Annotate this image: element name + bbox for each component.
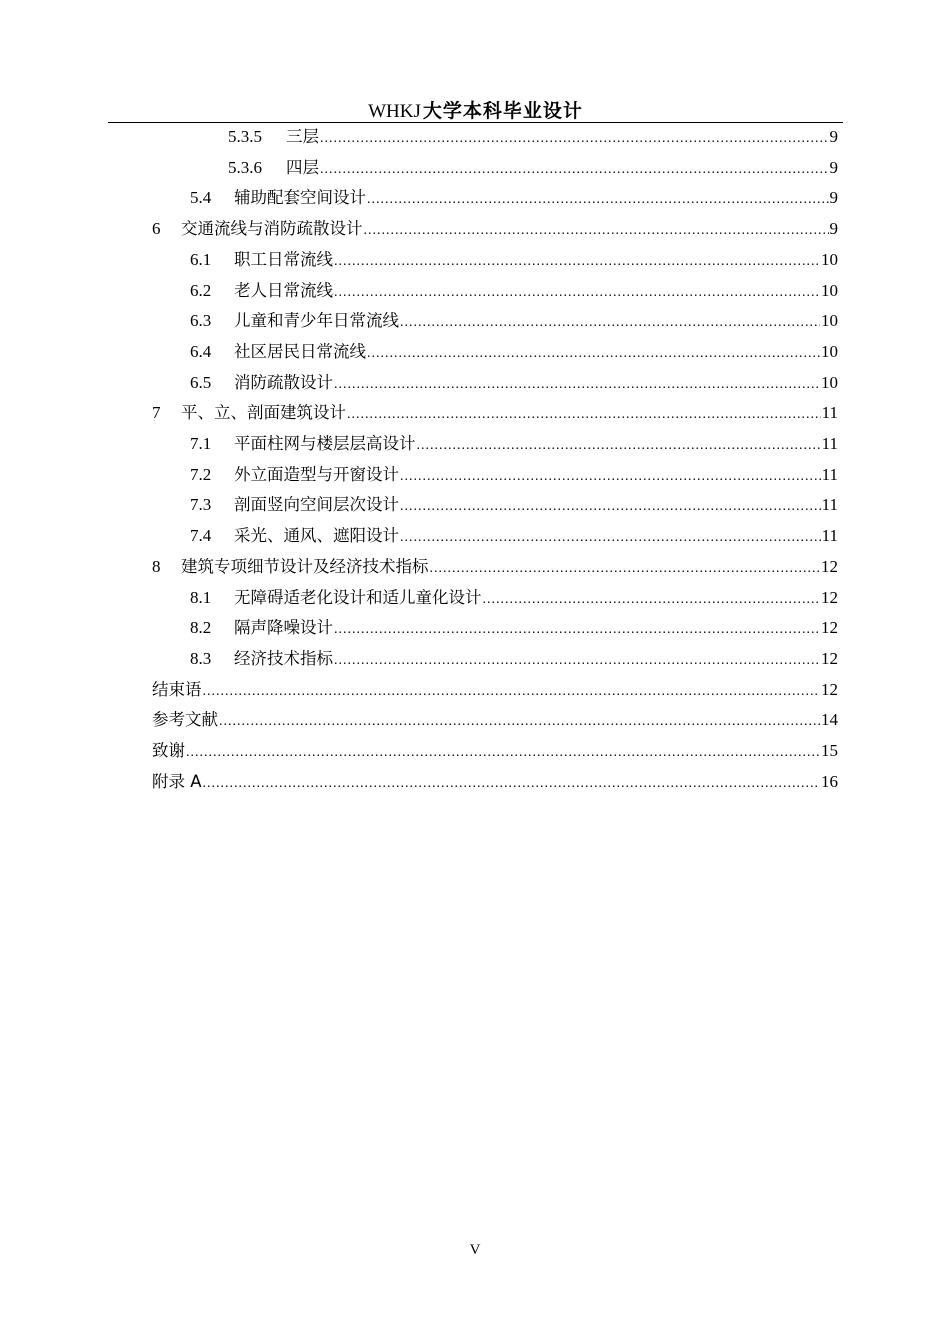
toc-entry[interactable] <box>228 124 838 148</box>
toc-entry-title: 外立面造型与开窗设计 <box>234 464 399 484</box>
toc-entry-number: 6.2 <box>190 280 212 300</box>
toc-entry-title: 四层 <box>286 157 319 177</box>
toc-entry[interactable] <box>190 339 838 363</box>
toc-entry-number: 5.4 <box>190 188 212 208</box>
toc-entry-page: 12 <box>821 556 838 576</box>
toc-dot-leader <box>400 314 820 332</box>
toc-entry-page: 10 <box>821 249 838 269</box>
toc-entry-title: 结束语 <box>152 679 202 699</box>
toc-entry[interactable] <box>152 677 838 701</box>
toc-entry-page: 12 <box>821 587 838 607</box>
toc-entry-number: 6.4 <box>190 341 212 361</box>
header-title: 大学本科毕业设计 <box>422 100 583 122</box>
toc-entry[interactable] <box>190 585 838 609</box>
toc-entry-page: 9 <box>829 188 838 208</box>
header-rule <box>108 122 843 123</box>
toc-entry[interactable] <box>152 216 838 240</box>
toc-dot-leader <box>320 130 829 148</box>
toc-entry[interactable] <box>152 707 838 731</box>
toc-dot-leader <box>334 284 820 302</box>
toc-entry-title: 儿童和青少年日常流线 <box>234 311 399 331</box>
toc-entry[interactable] <box>190 370 838 394</box>
toc-dot-leader <box>400 468 821 486</box>
toc-dot-leader <box>347 406 821 424</box>
toc-entry-number: 8.3 <box>190 648 212 668</box>
toc-entry-number: 7.2 <box>190 464 212 484</box>
toc-entry-page: 14 <box>821 710 838 730</box>
toc-entry-number: 6 <box>152 219 161 239</box>
toc-entry-title: 无障碍适老化设计和适儿童化设计 <box>234 587 482 607</box>
toc-entry-title: 经济技术指标 <box>234 648 333 668</box>
toc-entry-page: 11 <box>821 464 838 484</box>
toc-dot-leader <box>364 222 829 240</box>
toc-dot-leader <box>334 621 820 639</box>
toc-entry-title: 辅助配套空间设计 <box>234 188 366 208</box>
toc-entry-number: 6.1 <box>190 249 212 269</box>
toc-entry[interactable] <box>228 155 838 179</box>
toc-dot-leader <box>320 161 829 179</box>
toc-entry-number: 8 <box>152 556 161 576</box>
toc-entry-title: 平、立、剖面建筑设计 <box>181 403 346 423</box>
toc-dot-leader <box>367 345 820 363</box>
toc-entry[interactable] <box>152 738 838 762</box>
toc-entry[interactable] <box>152 400 838 424</box>
toc-entry[interactable] <box>190 308 838 332</box>
toc-entry-number: 7 <box>152 403 161 423</box>
toc-entry[interactable] <box>190 431 838 455</box>
toc-entry-title: 附录 A <box>152 771 202 791</box>
toc-dot-leader <box>219 713 820 731</box>
toc-dot-leader <box>400 498 821 516</box>
toc-entry[interactable] <box>190 646 838 670</box>
toc-entry-number: 5.3.5 <box>228 127 262 146</box>
toc-entry-page: 12 <box>821 679 838 699</box>
toc-entry-title: 参考文献 <box>152 710 218 730</box>
toc-entry-number: 6.3 <box>190 311 212 331</box>
toc-entry[interactable] <box>190 615 838 639</box>
toc-dot-leader <box>367 191 829 209</box>
page-number: V <box>469 1242 481 1258</box>
toc-entry-page: 15 <box>821 741 838 760</box>
toc-dot-leader <box>203 775 820 793</box>
toc-entry[interactable] <box>190 523 838 547</box>
toc-dot-leader <box>334 652 820 670</box>
toc-entry-page: 10 <box>821 280 838 300</box>
toc-entry-title: 交通流线与消防疏散设计 <box>181 219 363 239</box>
toc-entry-page: 11 <box>821 495 838 515</box>
toc-dot-leader <box>334 376 820 394</box>
toc-entry-number: 8.2 <box>190 618 212 638</box>
toc-entry-title: 建筑专项细节设计及经济技术指标 <box>181 556 429 576</box>
page-header <box>108 96 843 123</box>
toc-entry-page: 16 <box>821 771 838 791</box>
header-code: WHKJ <box>368 101 421 122</box>
toc-entry-number: 7.1 <box>190 434 212 453</box>
toc-entry[interactable] <box>190 492 838 516</box>
toc-dot-leader <box>430 560 821 578</box>
toc-entry-page: 10 <box>821 311 838 331</box>
toc-entry-number: 5.3.6 <box>228 157 262 177</box>
toc-entry-page: 11 <box>821 403 838 423</box>
toc-entry-title: 三层 <box>286 127 319 146</box>
toc-dot-leader <box>203 683 821 701</box>
toc-entry-page: 12 <box>821 648 838 668</box>
toc-dot-leader <box>334 253 820 271</box>
toc-entry-page: 10 <box>821 372 838 392</box>
toc-entry-page: 9 <box>829 157 838 177</box>
toc-entry-title: 社区居民日常流线 <box>234 341 366 361</box>
toc-entry[interactable] <box>190 247 838 271</box>
toc-entry[interactable] <box>190 462 838 486</box>
toc-entry-title: 采光、通风、遮阳设计 <box>234 526 399 546</box>
toc-entry-number: 7.4 <box>190 526 212 546</box>
toc-entry-page: 9 <box>829 127 838 146</box>
toc-entry-number: 7.3 <box>190 495 212 515</box>
toc-entry-page: 12 <box>821 618 838 638</box>
toc-dot-leader <box>483 591 821 609</box>
toc-entry-page: 11 <box>821 526 838 546</box>
toc-entry-page: 10 <box>821 341 838 361</box>
toc-entry-title: 老人日常流线 <box>234 280 333 300</box>
toc-entry-page: 9 <box>829 219 838 239</box>
toc-entry-title: 致谢 <box>152 741 185 760</box>
toc-entry[interactable] <box>190 185 838 209</box>
toc-entry[interactable] <box>152 769 838 793</box>
toc-dot-leader <box>186 744 820 762</box>
toc-entry-title: 隔声降噪设计 <box>234 618 333 638</box>
toc-dot-leader <box>417 437 821 455</box>
toc-entry-title: 职工日常流线 <box>234 249 333 269</box>
toc-entry[interactable] <box>190 278 838 302</box>
toc-entry-title: 平面柱网与楼层层高设计 <box>234 434 416 453</box>
toc-entry[interactable] <box>152 554 838 578</box>
toc-entry-title: 剖面竖向空间层次设计 <box>234 495 399 515</box>
toc-entry-page: 11 <box>821 434 838 453</box>
toc-entry-number: 6.5 <box>190 372 212 392</box>
toc-dot-leader <box>400 529 821 547</box>
toc-entry-title: 消防疏散设计 <box>234 372 333 392</box>
toc-entry-number: 8.1 <box>190 587 212 607</box>
